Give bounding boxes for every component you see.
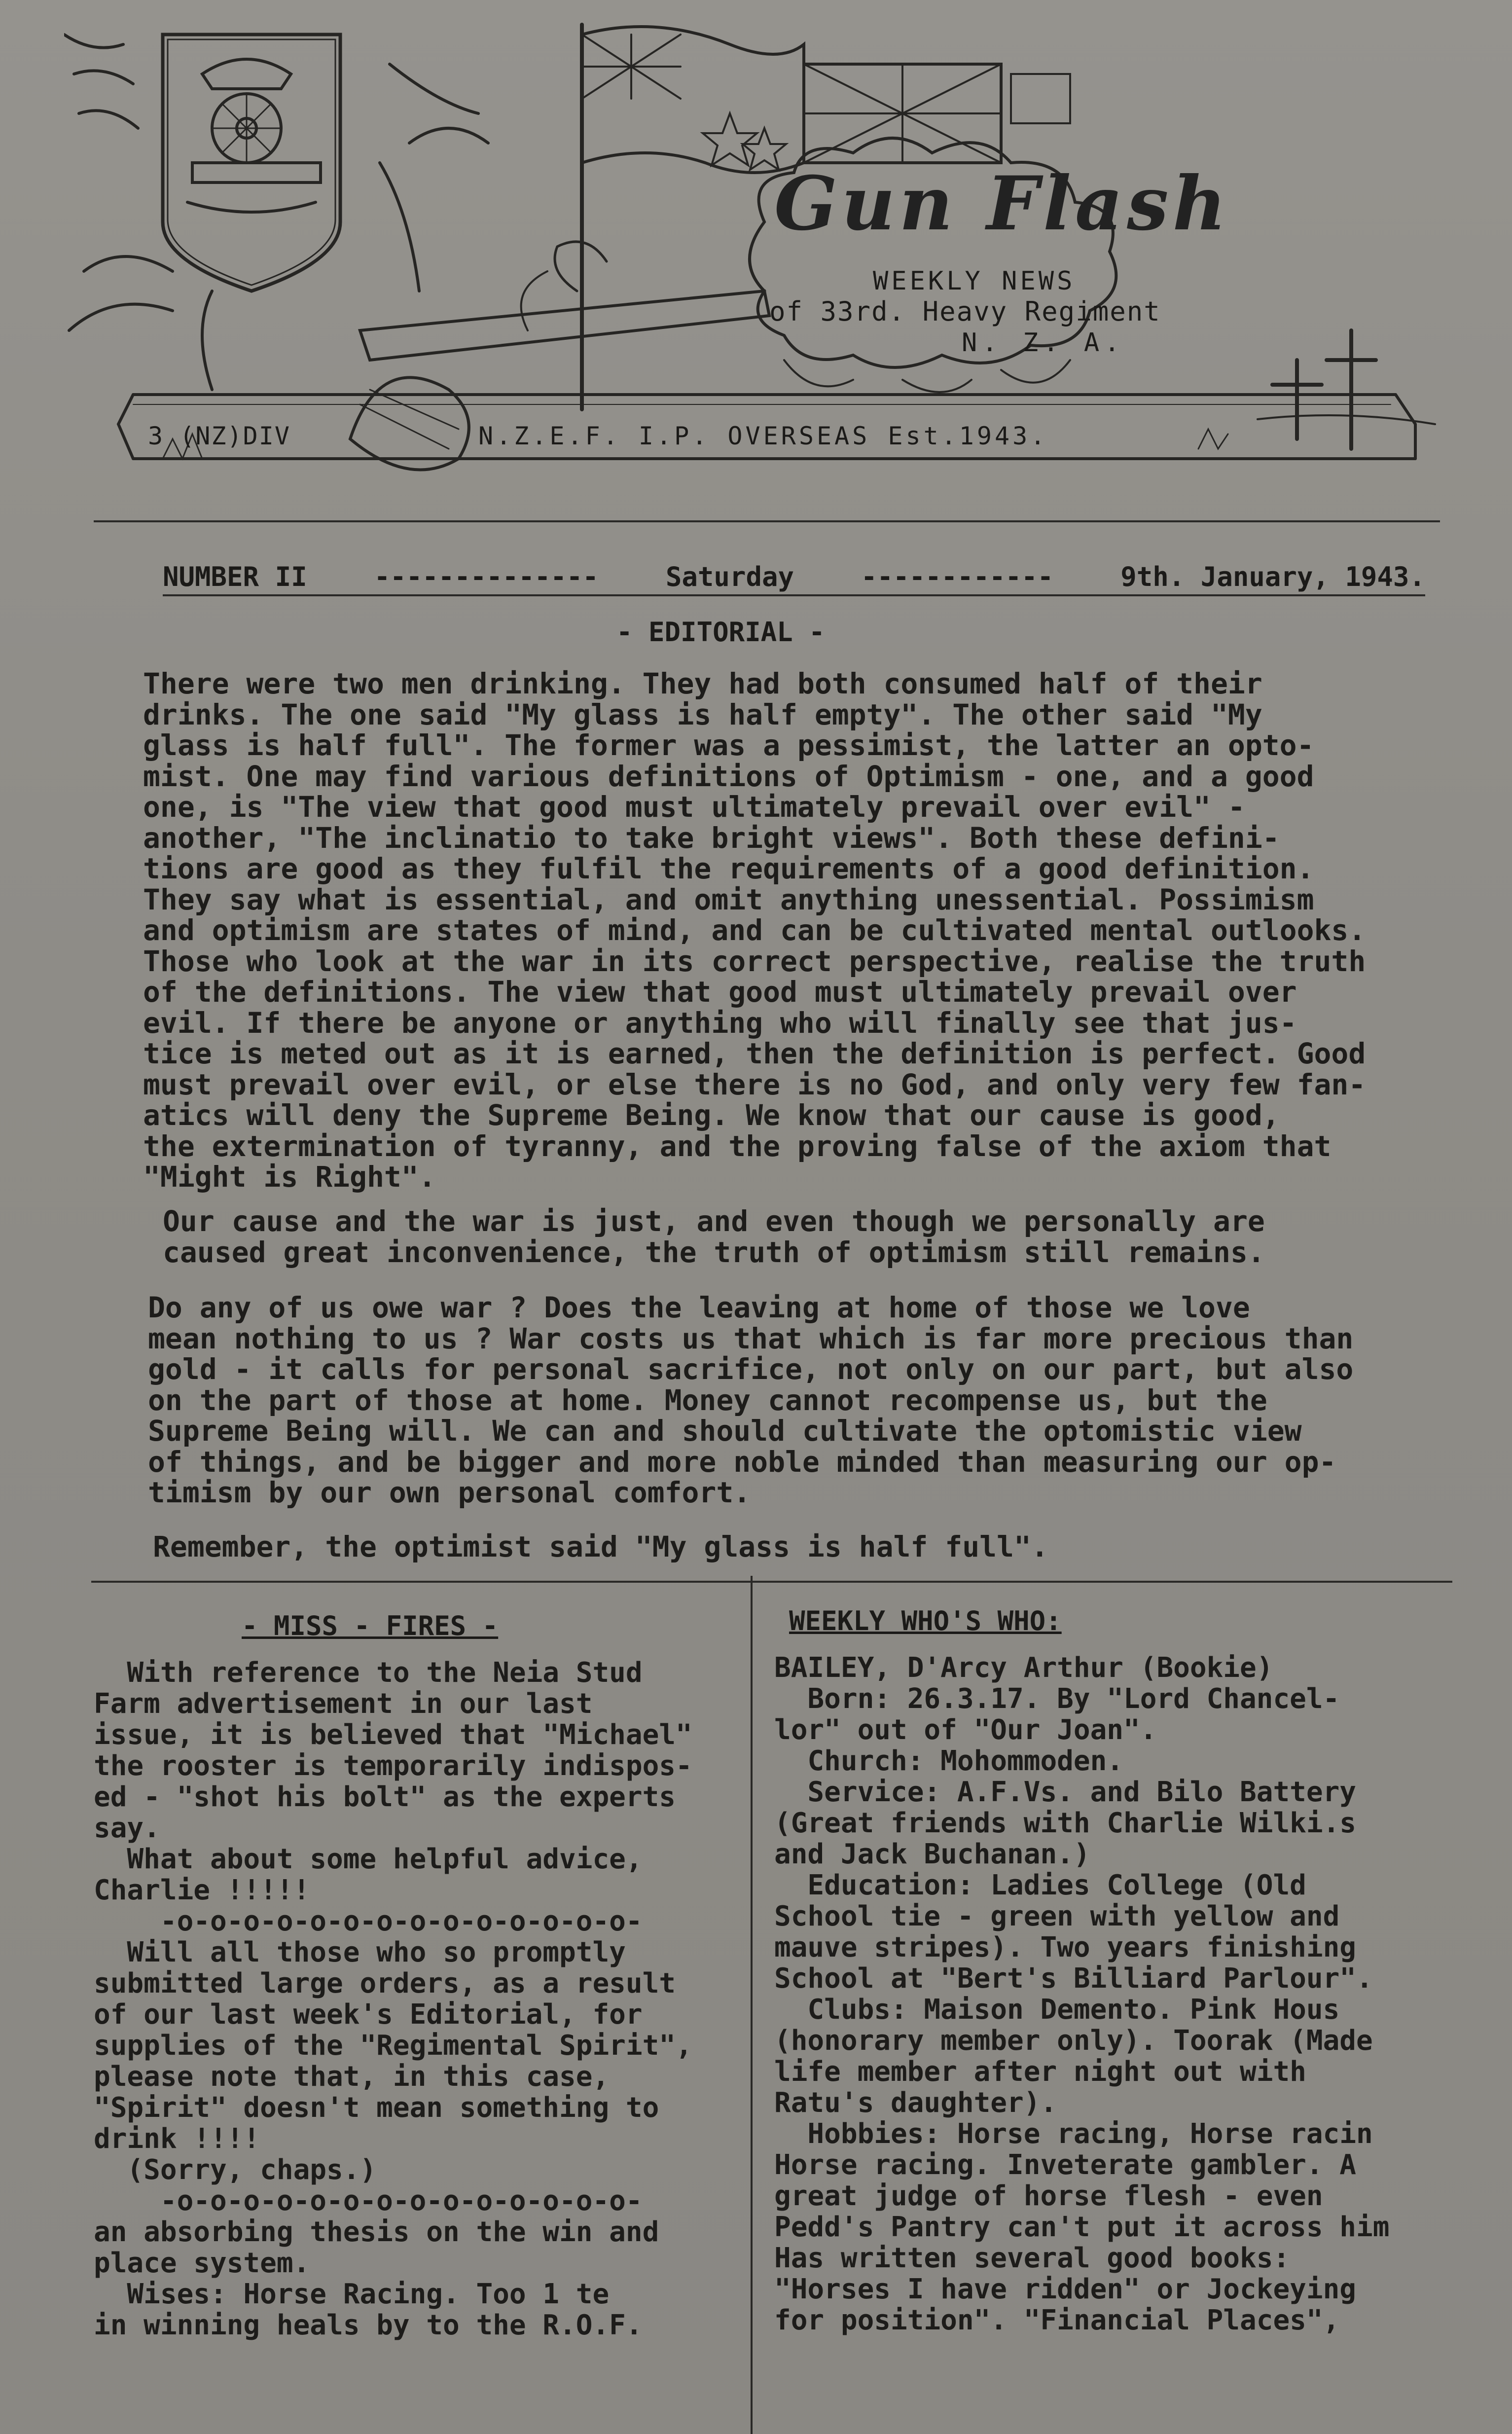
miss-fires-line: place system. [94,2247,310,2279]
editorial-paragraph-3 [148,1292,1353,1508]
editorial-p1-line: tice is meted out as it is earned, then the definition is perfect. Good [143,1037,1366,1070]
masthead [64,15,1445,508]
editorial-p3-line: timism by our own personal comfort. [148,1476,751,1509]
editorial-p1-line: and optimism are states of mind, and can be cultivated mental outlooks. [143,913,1366,947]
issue-dashes-1: -------------- [374,561,599,592]
masthead-subtitle-weekly: WEEKLY NEWS [873,266,1076,296]
miss-fires-line: What about some helpful advice, [94,1843,643,1875]
whos-who-line: Hobbies: Horse racing, Horse racin [774,2118,1373,2150]
miss-fires-line: drink !!!! [94,2123,260,2155]
whos-who-line: School at "Bert's Billiard Parlour". [774,1962,1373,1995]
miss-fires-line: the rooster is temporarily indispos- [94,1750,692,1782]
editorial-p2-line: caused great inconvenience, the truth of optimism still remains. [163,1235,1265,1269]
editorial-bottom-rule [91,1581,1452,1583]
miss-fires-line: -o-o-o-o-o-o-o-o-o-o-o-o-o-o- [94,2185,643,2217]
miss-fires-line: say. [94,1812,160,1844]
whos-who-line: Born: 26.3.17. By "Lord Chancel- [774,1683,1340,1715]
whos-who-line: and Jack Buchanan.) [774,1838,1090,1870]
editorial-p1-line: glass is half full". The former was a pessimist, the latter an opto- [143,728,1314,762]
editorial-p4-line: Remember, the optimist said "My glass is half full". [153,1530,1048,1563]
editorial-p3-line: Supreme Being will. We can and should cultivate the optomistic view [148,1414,1302,1448]
whos-who-line: (honorary member only). Toorak (Made [774,2025,1373,2057]
editorial-heading: - EDITORIAL - [616,617,825,648]
issue-dashes-2: ------------ [861,561,1054,592]
masthead-rule [94,520,1440,522]
whos-who-line: Clubs: Maison Demento. Pink Hous [774,1994,1340,2026]
issue-number: NUMBER II [163,561,307,592]
whos-who-column [774,1652,1389,2336]
whos-who-line: for position". "Financial Places", [774,2304,1340,2336]
editorial-p1-line: of the definitions. The view that good must ultimately prevail over [143,975,1297,1009]
editorial-p3-line: Do any of us owe war ? Does the leaving at home of those we love [148,1291,1250,1324]
issue-rule [163,594,1425,596]
editorial-paragraph-4 [153,1531,1048,1562]
miss-fires-line: submitted large orders, as a result [94,1967,676,1999]
editorial-p1-line: Those who look at the war in its correct perspective, realise the truth [143,944,1366,978]
whos-who-line: Ratu's daughter). [774,2087,1057,2119]
masthead-title: Gun Flash [774,160,1230,247]
whos-who-line: Education: Ladies College (Old [774,1869,1306,1901]
editorial-p1-line: the extermination of tyranny, and the proving false of the axiom that [143,1129,1332,1163]
whos-who-line: School tie - green with yellow and [774,1900,1340,1932]
banner-nzef: N.Z.E.F. I.P. OVERSEAS Est.1943. [478,422,1048,450]
banner-division: 3 (NZ)DIV [148,422,290,450]
issue-date: 9th. January, 1943. [1120,561,1425,592]
miss-fires-line: of our last week's Editorial, for [94,1998,643,2031]
whos-who-line: (Great friends with Charlie Wilki.s [774,1807,1357,1839]
miss-fires-line: (Sorry, chaps.) [94,2154,377,2186]
miss-fires-line: -o-o-o-o-o-o-o-o-o-o-o-o-o-o- [94,1905,643,1937]
editorial-p1-line: There were two men drinking. They had both consumed half of their [143,667,1262,700]
editorial-p1-line: "Might is Right". [143,1160,436,1194]
editorial-p1-line: tions are good as they fulfil the requirements of a good definition. [143,852,1314,885]
miss-fires-line: an absorbing thesis on the win and [94,2216,659,2248]
issue-line [163,561,1425,592]
editorial-p1-line: drinks. The one said "My glass is half empty". The other said "My [143,697,1262,731]
editorial-p3-line: of things, and be bigger and more noble minded than measuring our op- [148,1445,1336,1479]
whos-who-line: Pedd's Pantry can't put it across him [774,2211,1390,2243]
miss-fires-line: "Spirit" doesn't mean something to [94,2092,659,2124]
masthead-subtitle-nza: N. Z. A. [962,328,1125,358]
editorial-p3-line: on the part of those at home. Money cannot recompense us, but the [148,1383,1267,1417]
editorial-p1-line: evil. If there be anyone or anything who will finally see that jus- [143,1006,1297,1040]
whos-who-line: Service: A.F.Vs. and Bilo Battery [774,1776,1357,1808]
whos-who-line: Horse racing. Inveterate gambler. A [774,2149,1357,2181]
column-divider [751,1576,753,2434]
miss-fires-heading: - MISS - FIRES - [242,1610,499,1641]
whos-who-line: BAILEY, D'Arcy Arthur (Bookie) [774,1652,1273,1684]
whos-who-line: mauve stripes). Two years finishing [774,1931,1357,1963]
miss-fires-line: Farm advertisement in our last [94,1688,593,1720]
masthead-subtitle-regiment: of 33rd. Heavy Regiment [769,296,1161,327]
editorial-paragraph-2 [163,1206,1265,1268]
miss-fires-line: please note that, in this case, [94,2061,610,2093]
miss-fires-line: issue, it is believed that "Michael" [94,1719,692,1751]
miss-fires-line: in winning heals by to the R.O.F. [94,2309,643,2341]
miss-fires-line: Wises: Horse Racing. Too 1 te [94,2278,610,2310]
whos-who-heading: WEEKLY WHO'S WHO: [789,1605,1062,1636]
editorial-p1-line: mist. One may find various definitions of Optimism - one, and a good [143,759,1314,793]
editorial-p3-line: mean nothing to us ? War costs us that which is far more precious than [148,1321,1354,1355]
miss-fires-line: ed - "shot his bolt" as the experts [94,1781,676,1813]
editorial-p1-line: must prevail over evil, or else there is no God, and only very few fan- [143,1067,1366,1101]
miss-fires-line: Will all those who so promptly [94,1936,626,1968]
whos-who-line: life member after night out with [774,2056,1306,2088]
whos-who-line: Church: Mohommoden. [774,1745,1124,1777]
whos-who-line: great judge of horse flesh - even [774,2180,1323,2212]
whos-who-line: "Horses I have ridden" or Jockeying [774,2273,1357,2305]
editorial-p1-line: atics will deny the Supreme Being. We know that our cause is good, [143,1098,1280,1132]
miss-fires-column [94,1657,692,2341]
whos-who-line: Has written several good books: [774,2242,1290,2274]
miss-fires-line: With reference to the Neia Stud [94,1657,643,1689]
editorial-p3-line: gold - it calls for personal sacrifice, not only on our part, but also [148,1352,1354,1386]
editorial-p1-line: one, is "The view that good must ultimately prevail over evil" - [143,790,1245,824]
editorial-p2-line: Our cause and the war is just, and even though we personally are [163,1204,1265,1238]
miss-fires-line: supplies of the "Regimental Spirit", [94,2030,692,2062]
editorial-p1-line: They say what is essential, and omit anything unessential. Possimism [143,882,1314,916]
miss-fires-line: Charlie !!!!! [94,1874,310,1906]
editorial-paragraph-1 [143,668,1366,1193]
issue-day: Saturday [665,561,794,592]
whos-who-line: lor" out of "Our Joan". [774,1714,1157,1746]
editorial-p1-line: another, "The inclinatio to take bright views". Both these defini- [143,821,1280,855]
